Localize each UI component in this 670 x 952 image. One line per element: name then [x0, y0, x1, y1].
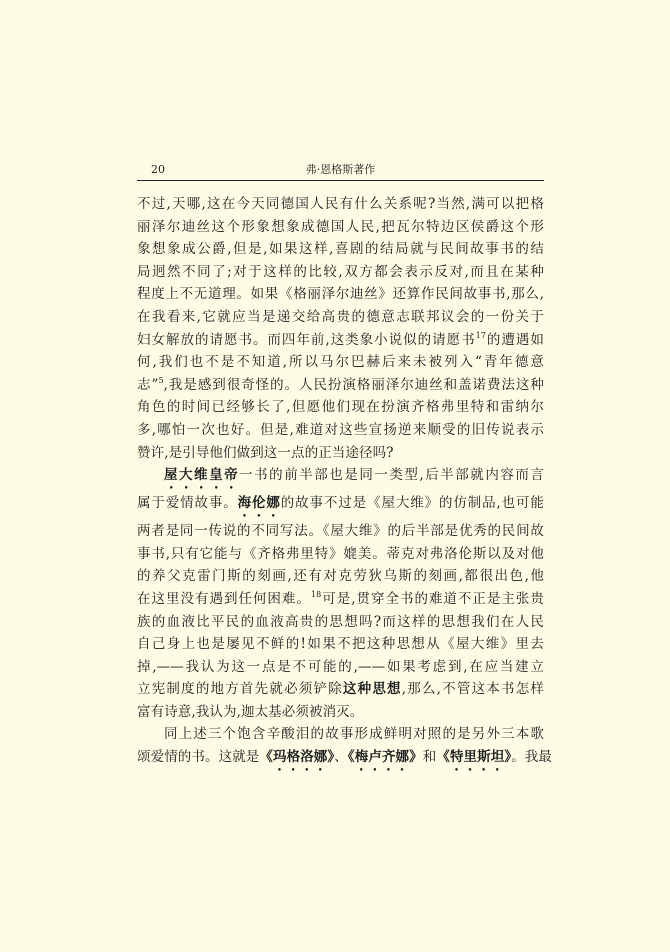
text-run: 、 [334, 749, 348, 766]
text-line: 富有诗意,我认为,迦太基必须被消灭。 [137, 703, 364, 720]
text-line: 掉,——我认为这一点是不可能的,——如果考虑到,在应当建立 [137, 658, 544, 675]
page-header [137, 160, 544, 181]
text-run: 的遭遇如 [486, 331, 544, 348]
text-run: 一书的前半部也是同一类型,后半部就内容而言 [239, 467, 545, 484]
text-line: 不过,天哪,这在今天同德国人民有什么关系呢?当然,满可以把格 [137, 196, 544, 212]
text-line: 程度上不无道理。如果《格丽泽尔迪丝》还算作民间故事书,那么, [137, 286, 544, 303]
book-page [137, 160, 553, 774]
text-line: 局迥然不同了;对于这样的比较,双方都会表示反对,而且在某种 [137, 263, 544, 280]
text-run: 属于爱情故事。 [137, 495, 238, 512]
paragraph-1 [137, 193, 544, 464]
text-run: ,我是感到很奇怪的。人民扮演格丽泽尔迪丝和盖诺费法这种 [163, 376, 544, 393]
text-run: 妇女解放的请愿书。而四年前,这类象小说似的请愿书 [137, 331, 476, 348]
text-line [137, 588, 544, 611]
text-line: 在我看来,它就应当是递交给高贵的德意志联邦议会的一份关于 [137, 308, 544, 325]
text-line: 自己身上也是屡见不鲜的!如果不把这种思想从《屋大维》里去 [137, 636, 544, 653]
text-run: ,那么,不管这本书怎样 [401, 681, 545, 698]
text-line [137, 464, 544, 492]
bold-phrase: 这种思想 [342, 681, 402, 698]
text-line [137, 329, 544, 352]
footnote-ref: 18 [310, 589, 322, 599]
text-run: 和 [422, 749, 437, 766]
text-line [137, 492, 544, 520]
emphasized-title: 《梅卢齐娜》 [347, 749, 423, 766]
page-number: 20 [151, 163, 165, 176]
text-run: 在这里没有遇到任何困难。 [137, 590, 311, 607]
text-line: 族的血液比平民的血液高贵的思想吗?而这样的思想我们在人民 [137, 613, 544, 630]
emphasized-title: 《特里斯坦》 [436, 749, 512, 766]
text-run: 立宪制度的地方首先就必须铲除 [137, 681, 343, 698]
text-line: 何,我们也不是不知道,所以马尔巴赫后来未被列入“青年德意 [137, 354, 544, 371]
text-line: 同上述三个饱含辛酸泪的故事形成鲜明对照的是另外三本歌 [164, 726, 544, 743]
text-line [137, 374, 544, 397]
body-text [137, 193, 553, 774]
text-line: 丽泽尔迪丝这个形象想象成德国人民,把瓦尔特边区侯爵这个形 [137, 218, 544, 235]
emphasized-title: 海伦娜 [237, 495, 281, 512]
text-line [137, 678, 544, 701]
text-run: 志” [137, 376, 159, 393]
paragraph-3 [137, 723, 553, 774]
text-line [137, 746, 553, 774]
text-line: 象想象成公爵,但是,如果这样,喜剧的结局就与民间故事书的结 [137, 241, 544, 258]
text-line: 的养父克雷门斯的刻画,还有对克劳狄乌斯的刻画,都很出色,他 [137, 568, 544, 585]
paragraph-2 [137, 464, 544, 723]
text-line: 多,哪怕一次也好。但是,难道对这些宣扬逆来顺受的旧传说表示 [137, 421, 544, 438]
emphasized-title: 屋大维皇帝 [164, 467, 240, 484]
footnote-ref: 5 [158, 375, 164, 385]
text-run: 可是,贯穿全书的难道不正是主张贵 [321, 590, 544, 607]
text-line: 赞许,是引导他们做到这一点的正当途径吗? [137, 444, 394, 461]
text-line: 角色的时间已经够长了,但愿他们现在扮演齐格弗里特和雷纳尔 [137, 399, 544, 416]
footnote-ref: 17 [475, 330, 487, 340]
running-title: 弗·恩格斯著作 [305, 163, 376, 176]
text-run: 的故事不过是《屋大维》的仿制品,也可能 [280, 495, 544, 512]
text-line: 事书,只有它能与《齐格弗里特》媲美。蒂克对弗洛伦斯以及对他 [137, 545, 544, 562]
text-run: 颂爱情的书。这就是 [137, 749, 260, 766]
emphasized-title: 《玛格洛娜》 [259, 749, 335, 766]
text-line: 两者是同一传说的不同写法。《屋大维》的后半部是优秀的民间故 [137, 523, 544, 540]
text-run: 。我最 [511, 749, 553, 766]
